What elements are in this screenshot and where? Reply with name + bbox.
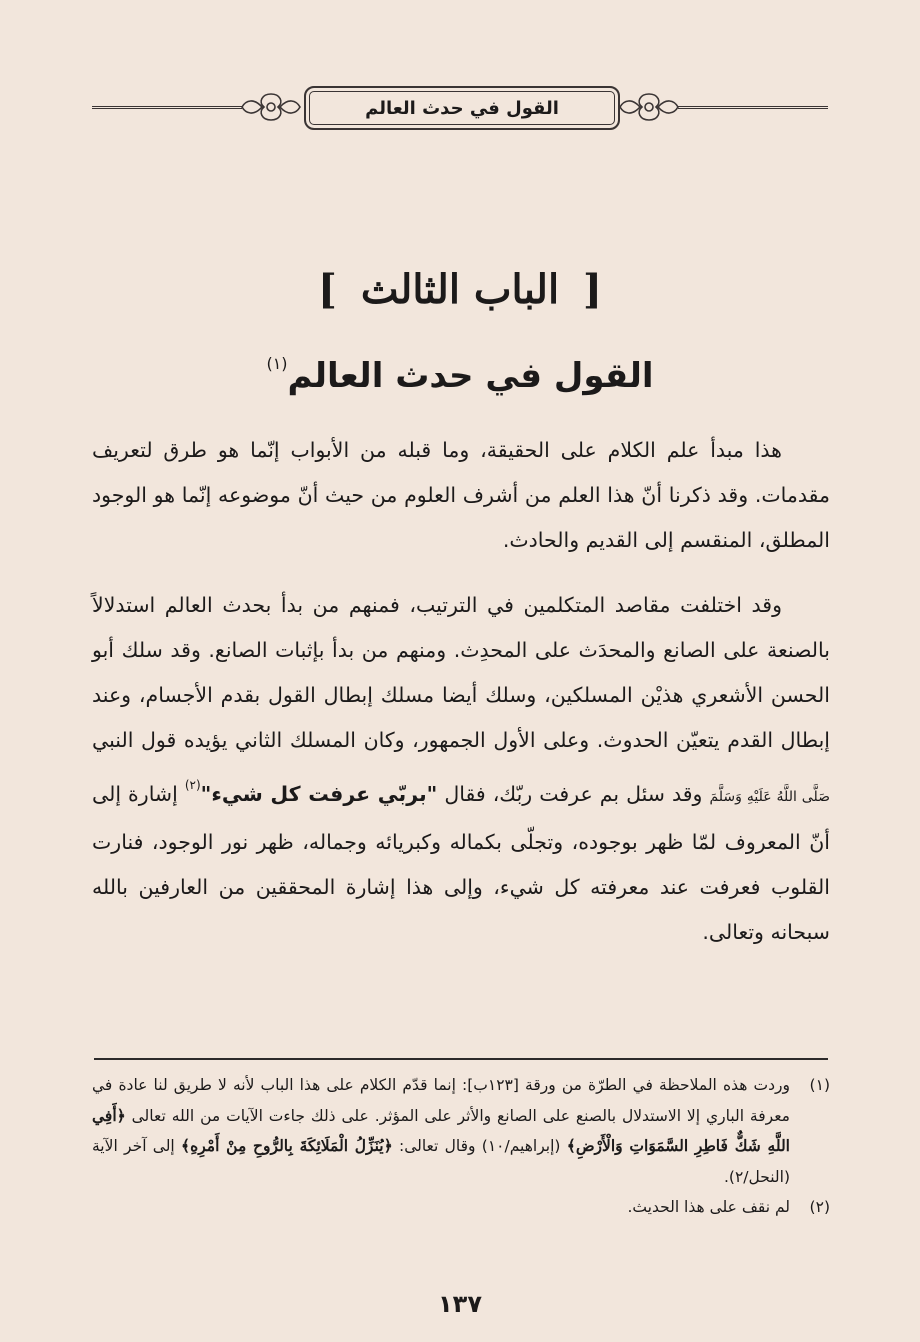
hadith-quote: "بربّي عرفت كل شيء" — [200, 782, 438, 806]
chapter-title-note-ref: (١) — [266, 354, 288, 373]
footnote-1-part-a: وردت هذه الملاحظة في الطرّة من ورقة [١٢٣ب]: إنما قدّم الكلام على هذا الباب لأنه لا طريق لنا عادة في معرفة الباري إلا الاستدلال بالصنع على الصانع والأثر على المؤثر. على ذلك جاءت الآيات من الله تعالى — [92, 1076, 790, 1125]
ornament-left-icon — [240, 90, 302, 124]
paragraph-2-part-c: إشارة إلى أنّ المعروف لمّا ظهر بوجوده، وتجلّى بكماله وكبريائه وجماله، ظهر نور الوجود، فنارت القلوب فعرفت عند معرفته كل شيء، وإلى هذا إشارة المحققين من العارفين بالله سبحانه وتعالى. — [92, 782, 830, 944]
paragraph-1: هذا مبدأ علم الكلام على الحقيقة، وما قبله من الأبواب إنّما هو طرق لتعريف مقدمات. وقد ذكرنا أنّ هذا العلم من أشرف العلوم من حيث أنّ موضوعه إنّما هو الوجود المطلق، المنقسم إلى القديم والحادث. — [92, 438, 830, 552]
paragraph-2-part-a: وقد اختلفت مقاصد المتكلمين في الترتيب، فمنهم من بدأ بحدث العالم استدلالاً بالصنعة على الصانع والمحدَث على المحدِث. ومنهم من بدأ بإثبات الصانع. وقد سلك أبو الحسن الأشعري هذيْن المسلكين، وسلك أيضا مسلك إبطال القول بقدم الأجسام، وعند إبطال القدم يتعيّن الحدوث. وعلى الأول الجمهور، وكان المسلك الثاني يؤيده قول النبي — [92, 593, 830, 752]
footnote-1-text — [92, 1070, 790, 1192]
quran-verse-1: ﴿أَفِي اللَّهِ شَكٌّ فَاطِرِ السَّمَوَاتِ وَالْأَرْضِ﴾ — [92, 1105, 790, 1155]
quran-verse-2: ﴿يُنَزِّلُ الْمَلَائِكَةَ بِالرُّوحِ مِنْ أَمْرِهِ﴾ — [181, 1136, 393, 1155]
footnote-separator — [94, 1058, 828, 1060]
bracket-close: ] — [583, 266, 602, 313]
ornament-right-icon — [618, 90, 680, 124]
header-rule-left — [92, 106, 242, 109]
footnotes — [92, 1070, 830, 1223]
chapter-title — [0, 338, 920, 402]
footnote-2-number: (٢) — [809, 1198, 830, 1216]
bracket-open: [ — [318, 266, 337, 313]
footnote-1 — [92, 1070, 830, 1192]
paragraph-2-part-b: وقد سئل بم عرفت ربّك، فقال — [444, 782, 703, 806]
running-title: القول في حدث العالم — [304, 86, 620, 130]
footnote-2-text: لم نقف على هذا الحديث. — [627, 1198, 790, 1216]
paragraph-2 — [92, 583, 830, 955]
hadith-note-ref: (٢) — [184, 778, 201, 792]
running-header — [92, 84, 828, 134]
honorific: صَلَّى اللَّهُ عَلَيْهِ وَسَلَّمَ — [709, 789, 830, 805]
chapter-label — [0, 262, 920, 318]
footnote-1-number: (١) — [809, 1076, 830, 1094]
page-number: ١٣٧ — [438, 1290, 482, 1318]
body-text — [92, 428, 830, 955]
chapter-label-text: الباب الثالث — [360, 266, 560, 313]
footnote-1-part-c: إلى آخر الآية (النحل/٢). — [92, 1137, 790, 1186]
footnote-1-part-b: (إبراهيم/١٠) وقال تعالى: — [398, 1137, 561, 1155]
header-rule-right — [678, 106, 828, 109]
chapter-title-text: القول في حدث العالم — [287, 356, 654, 396]
footnote-2 — [92, 1192, 830, 1223]
